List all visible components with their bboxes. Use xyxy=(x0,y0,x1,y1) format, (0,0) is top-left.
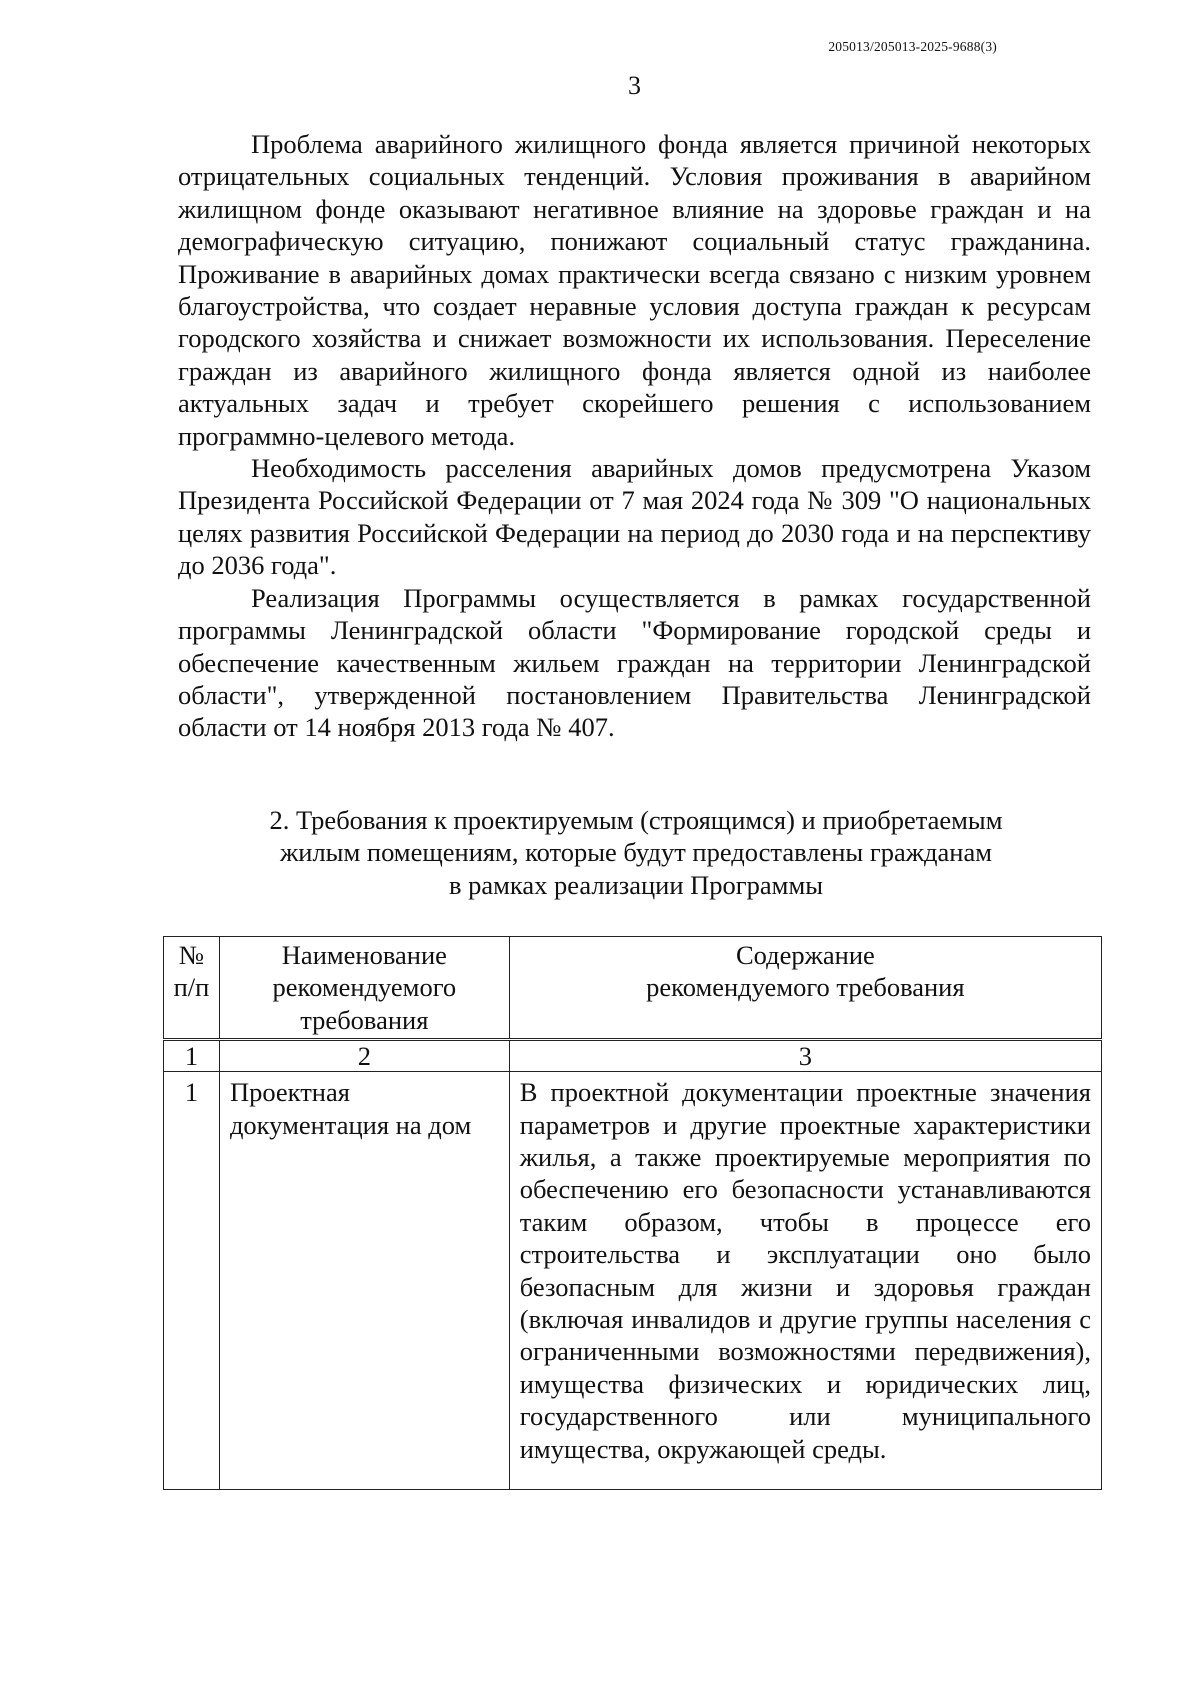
row-number-cell: 1 xyxy=(164,1072,220,1490)
header-requirement-content: Содержание рекомендуемого требования xyxy=(509,937,1101,1040)
paragraph-1: Проблема аварийного жилищного фонда является причиной некоторых отрицательных социальных тенденций. Условия проживания в аварийном жилищном фонде оказывают негативное влияние на здоровье граждан и на демографическую ситуацию, понижают социальный статус гражданина. Проживание в аварийных домах практически всегда связано с низким уровнем благоустройства, что создает неравные условия доступа граждан к ресурсам городского хозяйства и снижает возможности их использования. Переселение граждан из аварийного жилищного фонда является одной из наиболее актуальных задач и требует скорейшего решения с использованием программно-целевого метода. xyxy=(178,129,1091,451)
header-number: № п/п xyxy=(164,937,220,1040)
section-title: 2. Требования к проектируемым (строящимся) и приобретаемым жилым помещениям, которые будут предоставлены гражданам в рамках реализации Программы xyxy=(269,805,1003,900)
column-index-cell: 1 xyxy=(164,1040,220,1072)
table-row xyxy=(164,1072,1102,1490)
body-text xyxy=(178,128,1091,744)
header-requirement-name: Наименование рекомендуемого требования xyxy=(219,937,509,1040)
paragraph-2: Необходимость расселения аварийных домов предусмотрена Указом Президента Российской Федерации от 7 мая 2024 года № 309 "О национальных целях развития Российской Федерации на период до 2030 года и на перспективу до 2036 года". xyxy=(178,453,1091,581)
document-registration-number: 205013/205013-2025-9688(3) xyxy=(828,39,997,54)
page-number: 3 xyxy=(628,71,641,100)
column-index-row xyxy=(164,1040,1102,1072)
column-index-cell: 3 xyxy=(509,1040,1101,1072)
column-index-cell: 2 xyxy=(219,1040,509,1072)
requirement-content-cell: В проектной документации проектные значения параметров и другие проектные характеристики жилья, а также проектируемые мероприятия по обеспечению его безопасности устанавливаются таким образом, чтобы в процессе его строительства и эксплуатации оно было безопасным для жизни и здоровья граждан (включая инвалидов и другие группы населения с ограниченными возможностями передвижения), имущества физических и юридических лиц, государственного или муниципального имущества, окружающей среды. xyxy=(509,1072,1101,1490)
paragraph-3: Реализация Программы осуществляется в рамках государственной программы Ленинградской области "Формирование городской среды и обеспечение качественным жильем граждан на территории Ленинградской области", утвержденной постановлением Правительства Ленинградской области от 14 ноября 2013 года № 407. xyxy=(178,582,1091,743)
requirements-table xyxy=(163,936,1102,1490)
requirement-name-cell: Проектная документация на дом xyxy=(219,1072,509,1490)
table-header-row xyxy=(164,937,1102,1040)
